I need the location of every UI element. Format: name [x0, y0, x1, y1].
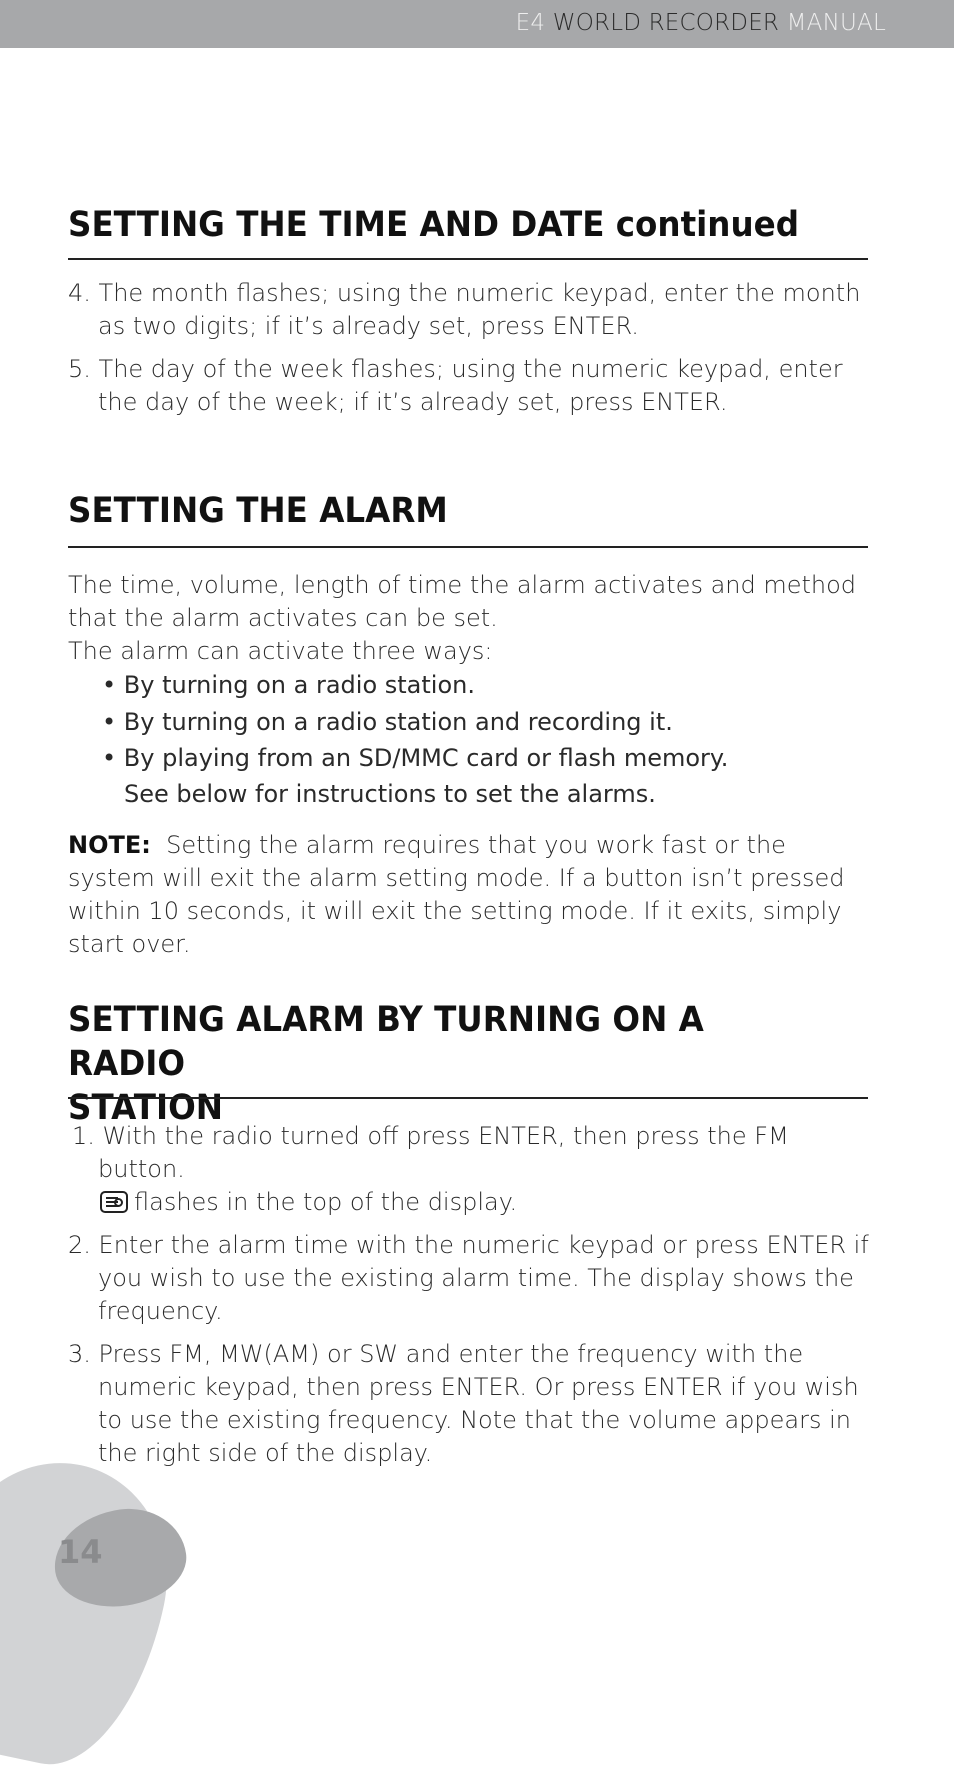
page-number: 14: [58, 1533, 103, 1571]
alarm-note: [68, 829, 880, 961]
section-title-time-date: SETTING THE TIME AND DATE continued: [68, 205, 800, 245]
bullet-radio-record: • By turning on a radio station and recording it.: [102, 708, 673, 736]
section-divider: [68, 546, 868, 548]
title-prefix: E4: [515, 10, 546, 36]
section-title-alarm: SETTING THE ALARM: [68, 491, 448, 531]
title-suffix: MANUAL: [786, 10, 886, 36]
radio-step-3: 3. Press FM, MW(AM) or SW and enter the frequency with the numeric keypad, then press ENTER. Or press ENTER if you wish to use the existing frequency. Note that the volume appears in the right side of the display.: [68, 1340, 859, 1467]
note-text: Setting the alarm requires that you work fast or the system will exit the alarm setting mode. If a button isn’t pressed within 10 seconds, it will exit the setting mode. If it exits, simply start over.: [68, 831, 845, 958]
title-name: WORLD RECORDER: [552, 10, 780, 36]
header-bar: [0, 0, 954, 48]
section-title-radio-alarm: SETTING ALARM BY TURNING ON A RADIO STATION: [68, 1000, 704, 1128]
step-4: 4. The month flashes; using the numeric keypad, enter the month as two digits; if it’s already set, press ENTER.: [68, 279, 861, 340]
time-date-steps: [68, 277, 880, 419]
page-corner-shape: [0, 1442, 189, 1781]
radio-step-1: 1. With the radio turned off press ENTER, then press the FM button. flashes in the top of the display.: [72, 1122, 789, 1216]
radio-icon: [100, 1191, 128, 1213]
alarm-intro-text: The time, volume, length of time the alarm activates and method that the alarm activates can be set.: [68, 571, 857, 632]
section-divider: [68, 258, 868, 260]
bullet-radio: • By turning on a radio station.: [102, 671, 475, 699]
note-label: NOTE:: [68, 831, 151, 859]
radio-step-2: 2. Enter the alarm time with the numeric keypad or press ENTER if you wish to use the existing alarm time. The display shows the frequency.: [68, 1231, 869, 1325]
radio-alarm-steps: [68, 1120, 880, 1470]
alarm-intro: [68, 569, 880, 668]
bullet-sd-card: • By playing from an SD/MMC card or flash memory.: [102, 744, 729, 772]
see-below-text: See below for instructions to set the alarms.: [124, 780, 656, 808]
manual-title: [516, 10, 886, 36]
section-divider: [68, 1097, 868, 1099]
alarm-ways-text: The alarm can activate three ways:: [68, 637, 493, 665]
step-5: 5. The day of the week flashes; using the numeric keypad, enter the day of the week; if it’s already set, press ENTER.: [68, 355, 843, 416]
